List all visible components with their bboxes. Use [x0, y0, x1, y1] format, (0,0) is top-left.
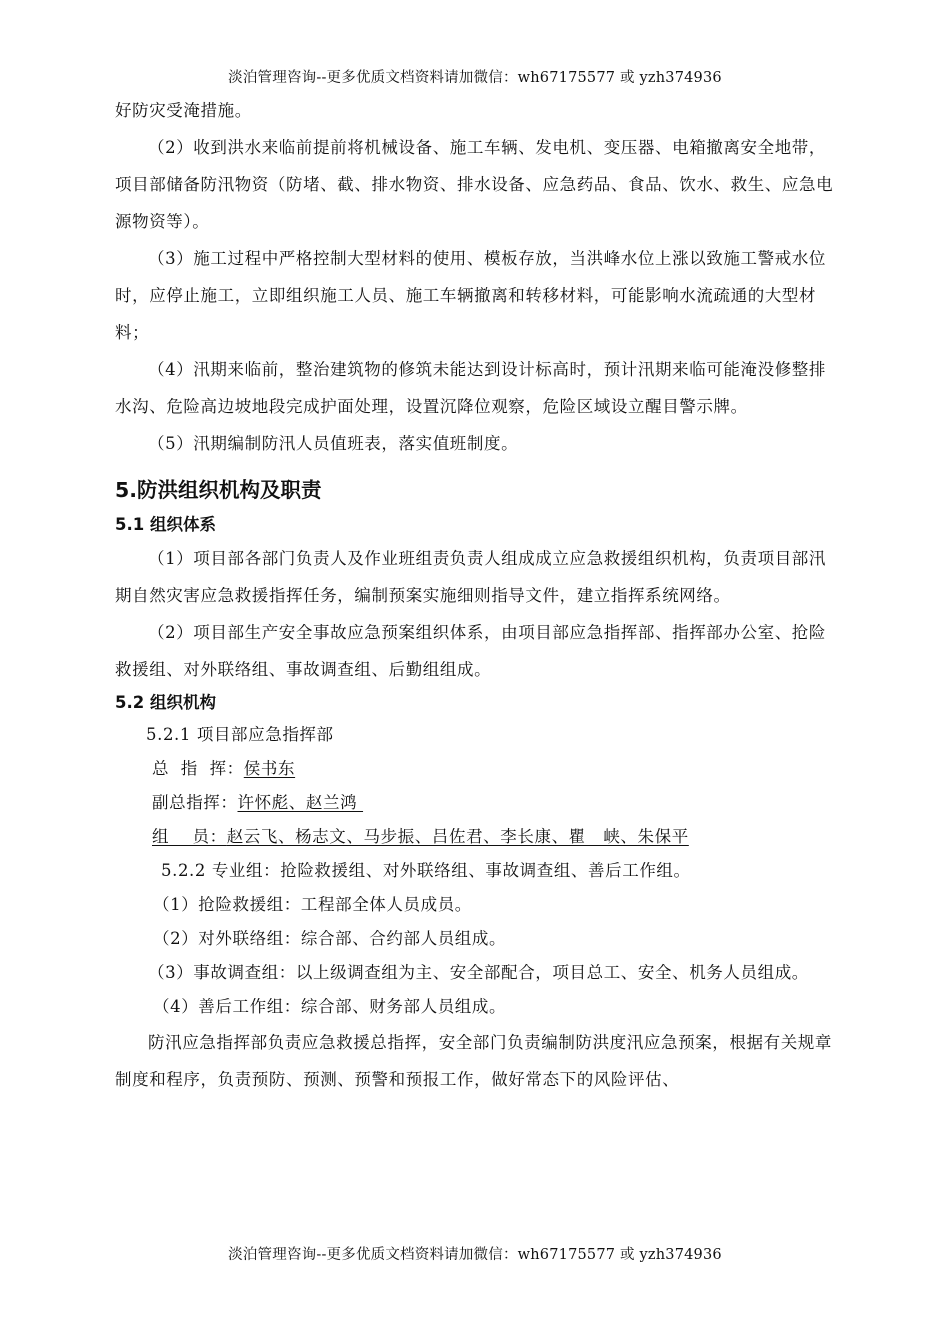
s51-paragraph-1: （1）项目部各部门负责人及作业班组责负责人组成成立应急救援组织机构，负责项目部汛期自然灾害应急救援指挥任务，编制预案实施细则指导文件，建立指挥系统网络。 [115, 549, 826, 605]
commander-row [115, 752, 840, 786]
final-paragraph: 防汛应急指挥部负责应急救援总指挥，安全部门负责编制防洪度汛应急预案，根据有关规章制度和程序，负责预防、预测、预警和预报工作，做好常态下的风险评估、 [115, 1033, 832, 1089]
section-heading-5: 5.防洪组织机构及职责 [115, 478, 322, 502]
paragraph-item-2: （2）收到洪水来临前提前将机械设备、施工车辆、发电机、变压器、电箱撤离安全地带，项目部储备防汛物资（防堵、截、排水物资、排水设备、应急药品、食品、饮水、救生、应急电源物资等）。 [115, 138, 834, 231]
group-item-2: （2）对外联络组：综合部、合约部人员组成。 [153, 929, 507, 948]
commander-label: 总 指 挥： [152, 759, 244, 778]
deputy-value: 许怀彪、赵兰鸿 [237, 793, 364, 812]
group-item-4: （4）善后工作组：综合部、财务部人员组成。 [153, 997, 507, 1016]
group-item-1: （1）抢险救援组：工程部全体人员成员。 [153, 895, 472, 914]
deputy-label: 副总指挥： [152, 793, 238, 812]
s522-title: 5.2.2 专业组：抢险救援组、对外联络组、事故调查组、善后工作组。 [161, 861, 691, 880]
s51-paragraph-2: （2）项目部生产安全事故应急预案组织体系，由项目部应急指挥部、指挥部办公室、抢险救援组、对外联络组、事故调查组、后勤组组成。 [115, 623, 826, 679]
paragraph-item-5: （5）汛期编制防汛人员值班表，落实值班制度。 [148, 434, 519, 453]
page-header: 淡泊管理咨询--更多优质文档资料请加微信：wh67175577 或 yzh374936 [228, 70, 722, 86]
deputy-row [115, 786, 840, 820]
paragraph-continuation: 好防灾受淹措施。 [115, 101, 252, 120]
group-item-3: （3）事故调查组：以上级调查组为主、安全部配合，项目总工、安全、机务人员组成。 [148, 963, 809, 982]
page-footer: 淡泊管理咨询--更多优质文档资料请加微信：wh67175577 或 yzh374936 [228, 1247, 722, 1263]
members-label: 组 员： [152, 827, 227, 846]
s521-title: 5.2.1 项目部应急指挥部 [146, 725, 334, 744]
members-value: 赵云飞、杨志文、马步振、吕佐君、李长康、瞿 峡、朱保平 [226, 827, 689, 846]
document-body [115, 92, 840, 1098]
commander-value: 侯书东 [243, 759, 296, 778]
section-heading-5-1: 5.1 组织体系 [115, 515, 216, 534]
paragraph-item-3: （3）施工过程中严格控制大型材料的使用、模板存放，当洪峰水位上涨以致施工警戒水位时，应停止施工，立即组织施工人员、施工车辆撤离和转移材料，可能影响水流疏通的大型材料； [115, 249, 826, 342]
members-row [115, 820, 840, 854]
section-heading-5-2: 5.2 组织机构 [115, 693, 216, 712]
paragraph-item-4: （4）汛期来临前，整治建筑物的修筑未能达到设计标高时，预计汛期来临可能淹没修整排水沟、危险高边坡地段完成护面处理，设置沉降位观察，危险区域设立醒目警示牌。 [115, 360, 826, 416]
